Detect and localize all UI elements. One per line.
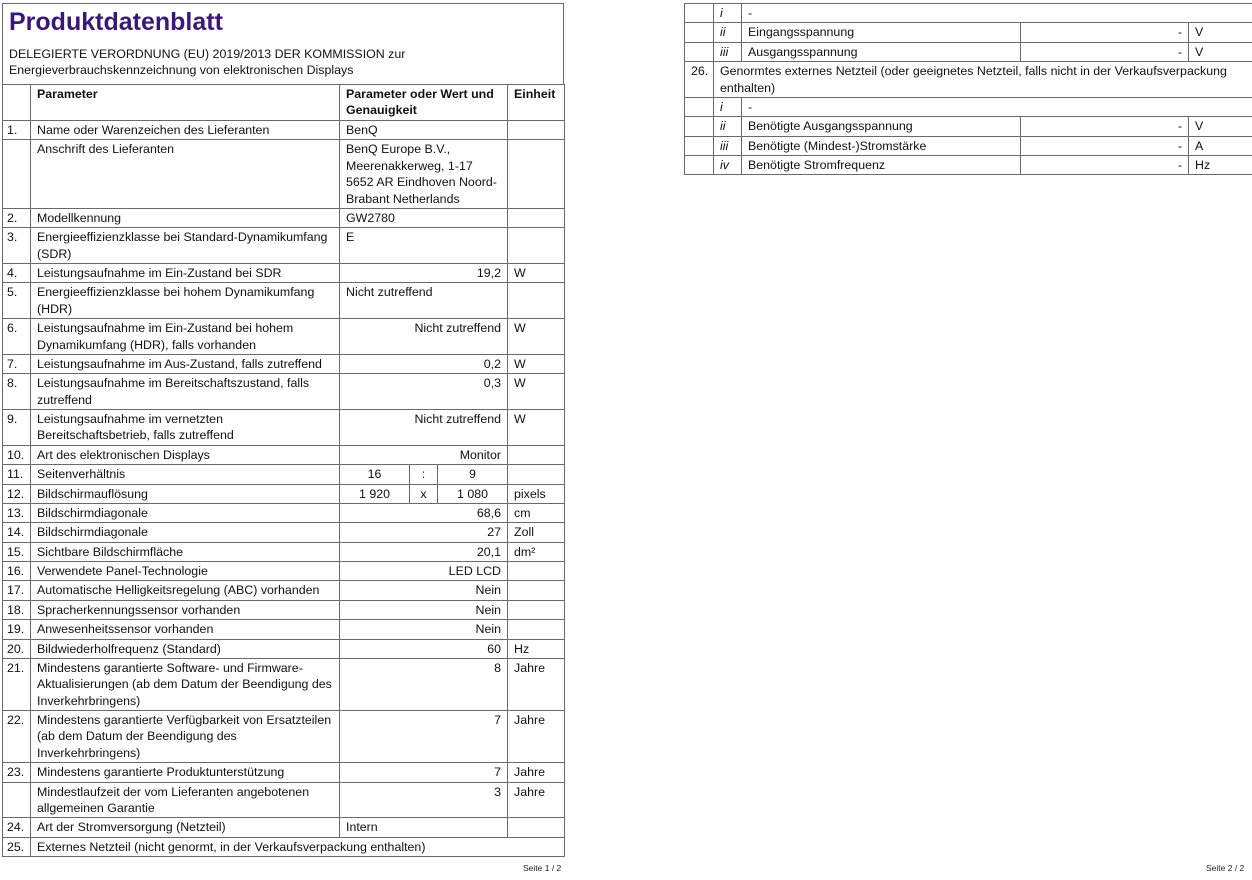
table-row [3,208,565,227]
table-row [3,484,565,503]
unit: pixels [508,484,565,503]
table-row [3,581,565,600]
row-number: 8. [3,374,31,410]
table-row [3,711,565,763]
sub-value: - [1021,156,1189,175]
header-unit: Einheit [508,85,565,121]
row-number: 22. [3,711,31,763]
sub-value: - [1021,23,1189,42]
sub-row [685,117,1252,136]
value-part-b: 1 080 [438,484,508,503]
row-number: 12. [3,484,31,503]
parameter-name: Automatische Helligkeitsregelung (ABC) vorhanden [31,581,340,600]
row-number: 11. [3,465,31,484]
parameter-name: Leistungsaufnahme im Ein-Zustand bei hohem Dynamikumfang (HDR), falls vorhanden [31,319,340,355]
parameter-name: Mindestens garantierte Software- und Firmware-Aktualisierungen (ab dem Datum der Beendigung des Inverkehrbringens) [31,658,340,710]
row-number [3,782,31,818]
parameter-value: BenQ [340,121,508,140]
roman-numeral: ii [714,117,742,136]
table-row [3,658,565,710]
empty-number-cell [685,42,714,61]
table-row [685,62,1252,98]
table-header-row [3,85,565,121]
table-row [3,763,565,782]
row-number: 2. [3,208,31,227]
sub-value: - [1021,42,1189,61]
unit [508,283,565,319]
parameter-value: 0,3 [340,374,508,410]
sub-label: - [742,97,1252,116]
sub-row [685,4,1252,23]
table-row [3,837,565,856]
roman-numeral: iv [714,156,742,175]
parameter-value: Nicht zutreffend [340,410,508,446]
table-row [3,283,565,319]
row-number: 1. [3,121,31,140]
row-number: 20. [3,639,31,658]
table-row [3,542,565,561]
sub-value: - [1021,136,1189,155]
page-number: Seite 1 / 2 [523,863,562,873]
unit [508,140,565,209]
parameter-value: Nicht zutreffend [340,319,508,355]
table-row [3,503,565,522]
parameter-value: 60 [340,639,508,658]
table-row [3,523,565,542]
parameter-value: 68,6 [340,503,508,522]
row-number: 25. [3,837,31,856]
parameter-name: Energieeffizienzklasse bei Standard-Dynamikumfang (SDR) [31,228,340,264]
unit: W [508,319,565,355]
unit: Jahre [508,782,565,818]
parameter-name: Mindestens garantierte Verfügbarkeit von Ersatzteilen (ab dem Datum der Beendigung des Inverkehrbringens) [31,711,340,763]
parameter-value: Intern [340,818,508,837]
table-row [3,562,565,581]
parameter-name: Bildschirmauflösung [31,484,340,503]
row-number: 17. [3,581,31,600]
unit [508,562,565,581]
sub-row [685,156,1252,175]
header-number-cell [3,85,31,121]
parameter-name: Externes Netzteil (nicht genormt, in der Verkaufsverpackung enthalten) [31,837,565,856]
parameter-value: 7 [340,711,508,763]
parameter-value: Nein [340,620,508,639]
row-number: 5. [3,283,31,319]
empty-number-cell [685,136,714,155]
parameter-name: Mindestlaufzeit der vom Lieferanten angebotenen allgemeinen Garantie [31,782,340,818]
row-number: 15. [3,542,31,561]
unit [508,228,565,264]
value-part-a: 1 920 [340,484,410,503]
parameter-value: 20,1 [340,542,508,561]
table-row [3,465,565,484]
parameter-name: Spracherkennungssensor vorhanden [31,600,340,619]
row-number: 18. [3,600,31,619]
unit: cm [508,503,565,522]
header-parameter: Parameter [31,85,340,121]
datasheet-table-continued [684,3,1252,175]
parameter-value: LED LCD [340,562,508,581]
unit: A [1189,136,1252,155]
table-row [3,600,565,619]
sub-label: - [742,4,1252,23]
value-separator: x [410,484,438,503]
unit: W [508,354,565,373]
roman-numeral: i [714,4,742,23]
regulation-subtitle [9,46,557,79]
unit [508,818,565,837]
value-part-b: 9 [438,465,508,484]
unit [508,581,565,600]
unit: Jahre [508,711,565,763]
unit: V [1189,117,1252,136]
table-row [3,319,565,355]
sub-label: Benötigte Ausgangsspannung [742,117,1021,136]
table-row [3,410,565,446]
parameter-value: Nicht zutreffend [340,283,508,319]
sub-label: Benötigte Stromfrequenz [742,156,1021,175]
parameter-value: Nein [340,600,508,619]
value-separator: : [410,465,438,484]
unit [508,208,565,227]
row-number: 23. [3,763,31,782]
table-row [3,782,565,818]
parameter-name: Bildschirmdiagonale [31,523,340,542]
sub-row [685,23,1252,42]
title-block [2,3,564,84]
parameter-name: Sichtbare Bildschirmfläche [31,542,340,561]
unit: Hz [508,639,565,658]
unit [508,620,565,639]
parameter-name: Mindestens garantierte Produktunterstützung [31,763,340,782]
parameter-name: Name oder Warenzeichen des Lieferanten [31,121,340,140]
unit: W [508,264,565,283]
unit [508,445,565,464]
row-number: 26. [685,62,714,98]
parameter-name: Leistungsaufnahme im Aus-Zustand, falls zutreffend [31,354,340,373]
table-row [3,620,565,639]
parameter-name: Bildschirmdiagonale [31,503,340,522]
parameter-value: Monitor [340,445,508,464]
datasheet-table [2,84,565,857]
unit [508,600,565,619]
roman-numeral: ii [714,23,742,42]
unit: Hz [1189,156,1252,175]
row-number: 6. [3,319,31,355]
row-number: 24. [3,818,31,837]
sub-value: - [1021,117,1189,136]
table-row [3,445,565,464]
unit: Zoll [508,523,565,542]
parameter-value: E [340,228,508,264]
unit: Jahre [508,658,565,710]
empty-number-cell [685,23,714,42]
parameter-name: Leistungsaufnahme im Bereitschaftszustand, falls zutreffend [31,374,340,410]
unit: Jahre [508,763,565,782]
sub-row [685,136,1252,155]
table-row [3,228,565,264]
subtitle-line: Energieverbrauchskennzeichnung von elektronischen Displays [9,63,354,78]
row-number: 16. [3,562,31,581]
parameter-name: Leistungsaufnahme im vernetzten Bereitschaftsbetrieb, falls zutreffend [31,410,340,446]
unit: V [1189,23,1252,42]
unit: V [1189,42,1252,61]
unit: W [508,374,565,410]
table-row [3,639,565,658]
page-2 [684,3,1247,175]
row-number: 13. [3,503,31,522]
table-row [3,121,565,140]
table-row [3,264,565,283]
parameter-name: Anwesenheitssensor vorhanden [31,620,340,639]
parameter-name: Leistungsaufnahme im Ein-Zustand bei SDR [31,264,340,283]
row-number: 3. [3,228,31,264]
table-row [3,140,565,209]
row-number: 4. [3,264,31,283]
roman-numeral: iii [714,136,742,155]
parameter-name: Verwendete Panel-Technologie [31,562,340,581]
subtitle-line: DELEGIERTE VERORDNUNG (EU) 2019/2013 DER KOMMISSION zur [9,47,406,61]
parameter-value: 0,2 [340,354,508,373]
unit: dm² [508,542,565,561]
parameter-name: Art der Stromversorgung (Netzteil) [31,818,340,837]
empty-number-cell [685,156,714,175]
row-number: 10. [3,445,31,464]
parameter-value: 7 [340,763,508,782]
empty-number-cell [685,117,714,136]
empty-number-cell [685,4,714,23]
table-row [3,354,565,373]
sub-label: Eingangsspannung [742,23,1021,42]
parameter-value: 19,2 [340,264,508,283]
value-part-a: 16 [340,465,410,484]
sub-label: Ausgangsspannung [742,42,1021,61]
row-number: 14. [3,523,31,542]
parameter-value: 3 [340,782,508,818]
row-number: 9. [3,410,31,446]
parameter-value: Nein [340,581,508,600]
header-value: Parameter oder Wert und Genauigkeit [340,85,508,121]
row-number: 21. [3,658,31,710]
table-row [3,374,565,410]
parameter-name: Energieeffizienzklasse bei hohem Dynamikumfang (HDR) [31,283,340,319]
parameter-name: Modellkennung [31,208,340,227]
sub-row [685,42,1252,61]
roman-numeral: i [714,97,742,116]
parameter-name: Seitenverhältnis [31,465,340,484]
unit: W [508,410,565,446]
sub-label: Benötigte (Mindest-)Stromstärke [742,136,1021,155]
parameter-name: Genormtes externes Netzteil (oder geeignetes Netzteil, falls nicht in der Verkaufsverpackung enthalten) [714,62,1252,98]
parameter-name: Anschrift des Lieferanten [31,140,340,209]
page-number: Seite 2 / 2 [1206,863,1245,873]
page-title: Produktdatenblatt [9,8,223,36]
parameter-name: Bildwiederholfrequenz (Standard) [31,639,340,658]
row-number: 19. [3,620,31,639]
unit [508,121,565,140]
sub-row [685,97,1252,116]
parameter-value: BenQ Europe B.V., Meerenakkerweg, 1-17 5652 AR Eindhoven Noord-Brabant Netherlands [340,140,508,209]
row-number [3,140,31,209]
empty-number-cell [685,97,714,116]
parameter-name: Art des elektronischen Displays [31,445,340,464]
table-row [3,818,565,837]
roman-numeral: iii [714,42,742,61]
unit [508,465,565,484]
parameter-value: 27 [340,523,508,542]
parameter-value: 8 [340,658,508,710]
parameter-value: GW2780 [340,208,508,227]
row-number: 7. [3,354,31,373]
page-1 [2,3,564,857]
